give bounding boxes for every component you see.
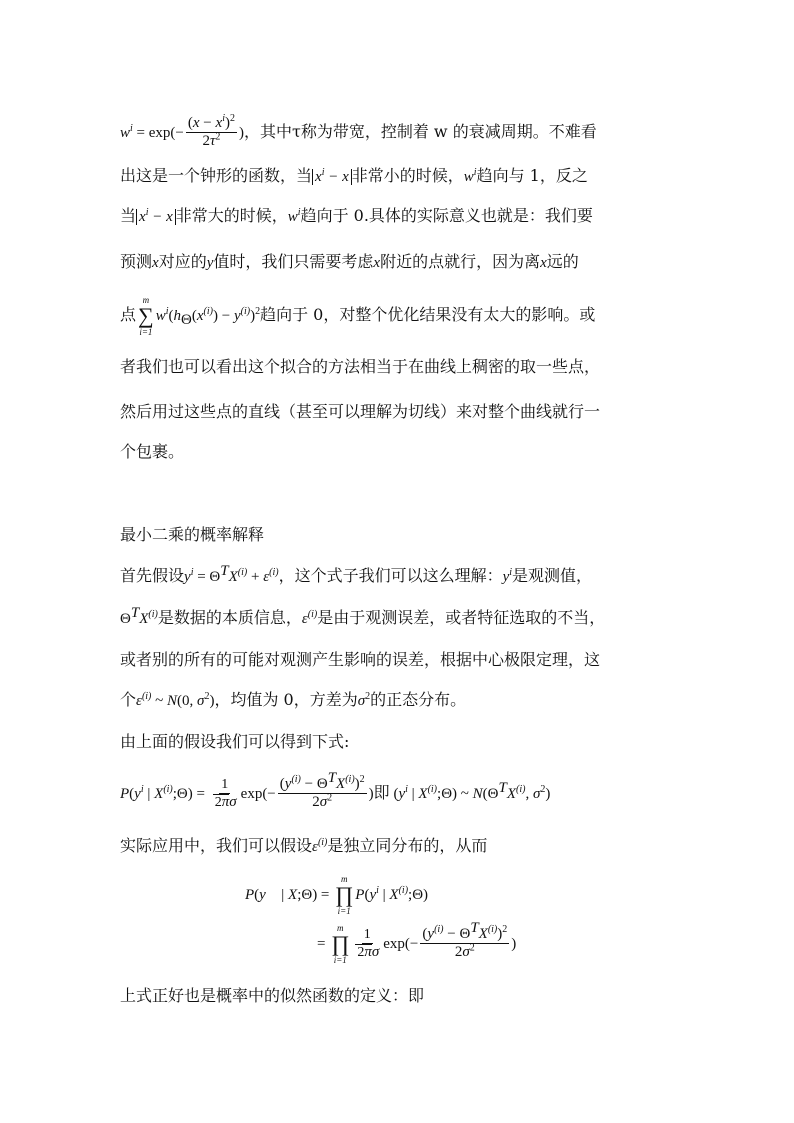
formula-abs-diff: $x^i - x$ bbox=[136, 209, 176, 225]
likelihood-formula-line2: = m ∏ i=1 $\frac{1}{2\pi\sigma}$ exp(− $\frac{(y^{(i)} - \Theta^TX^{(i)})^2}{2\sigma^2}$ ) bbox=[317, 920, 517, 965]
paragraph-line: 当 $x^i - x$ 非常大的时候，$w^i$趋向于 0.具体的实际意义也就是：我们要 bbox=[120, 206, 593, 225]
likelihood-formula-line1: P(y⃗ | X;Θ) = m ∏ i=1 $P(y^i$ | $X^{(i)};\Theta$) bbox=[245, 873, 429, 916]
paragraph-line: 由上面的假设我们可以得到下式: bbox=[120, 732, 350, 751]
paragraph-line: 出这是一个钟形的函数，当 $x^i - x$ 非常小的时候，$w^i$趋向与 1，反之 bbox=[120, 166, 588, 185]
model-formula: $y^i = \Theta^TX^{(i)} + \varepsilon^{(i)}$ bbox=[184, 564, 279, 585]
paragraph-line: 者我们也可以看出这个拟合的方法相当于在曲线上稠密的取一些点， bbox=[120, 357, 601, 376]
paragraph-line: $\Theta^TX^{(i)}$是数据的本质信息，$\varepsilon^{(i)}$是由于观测误差，或者特征选取的不当， bbox=[120, 606, 606, 627]
paragraph-line: 首先假设$y^i = \Theta^TX^{(i)} + \varepsilon^{(i)}$，这个式子我们可以这么理解：$y^i$是观测值， bbox=[120, 564, 593, 585]
paragraph-line: 上式正好也是概率中的似然函数的定义：即 bbox=[120, 986, 425, 1005]
sum-formula: m ∑ i=1 $w^i(h_\Theta(x^{(i)}) - y^{(i)})^2$ bbox=[138, 294, 261, 337]
formula-abs-diff: $x^i - x$ bbox=[312, 169, 352, 185]
paragraph-line: 然后用过这些点的直线（甚至可以理解为切线）来对整个曲线就行一 bbox=[120, 402, 601, 421]
paragraph-line: 个包裹。 bbox=[120, 442, 185, 461]
paragraph-line: 实际应用中，我们可以假设$\varepsilon^{(i)}$是独立同分布的，从而 bbox=[120, 836, 488, 855]
paragraph-line: 个$\varepsilon^{(i)}$ ~ N(0, $\sigma^2$)，均值为 0，方差为$\sigma^2$的正态分布。 bbox=[120, 690, 467, 709]
probability-formula: $P(y^i$ | $X^{(i)};\Theta$) = $\frac{1}{2\pi\sigma}$ exp(− $\frac{(y^{(i)} - \Theta^TX^{(i)})^2}{2\sigma^2}$ )即 ($y^i$ | $X^{(i)};\Theta$) ~ $N(\Theta^TX^{(i)}$, $\sigma^2$) bbox=[120, 770, 551, 810]
section-heading: 最小二乘的概率解释 bbox=[120, 525, 265, 544]
paragraph-line: 预测x对应的y值时，我们只需要考虑x附近的点就行，因为离x远的 bbox=[120, 252, 579, 271]
paragraph-line: 点 m ∑ i=1 $w^i(h_\Theta(x^{(i)}) - y^{(i)})^2$趋向于 0，对整个优化结果没有太大的影响。或 bbox=[120, 294, 596, 337]
paragraph-line: 或者别的所有的可能对观测产生影响的误差，根据中心极限定理，这 bbox=[120, 650, 601, 669]
weight-formula: $w^i = \exp(-$ $\frac{(x - x^i)^2}{2\tau^2}$ ) bbox=[120, 113, 244, 149]
paragraph-line: $w^i = \exp(-$ $\frac{(x - x^i)^2}{2\tau^2}$ )，其中τ称为带宽，控制着 w 的衰减周期。不难看 bbox=[120, 113, 597, 149]
